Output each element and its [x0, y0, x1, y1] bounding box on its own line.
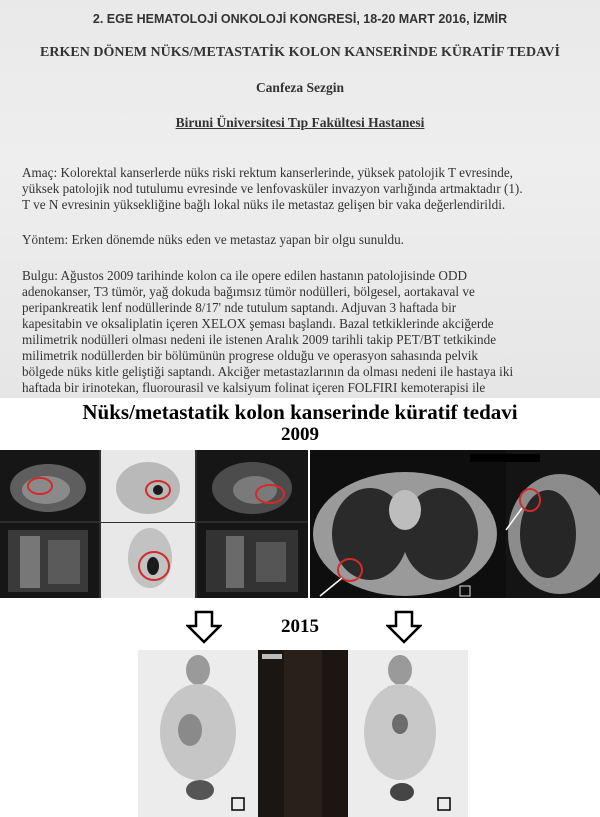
text-line: kapesitabin ve oksaliplatin içeren XELOX şeması başlandı. Bazal tetkiklerinde akciğerde	[22, 316, 494, 331]
year-label-2015: 2015	[281, 616, 319, 637]
slide-title: Nüks/metastatik kolon kanserinde küratif tedavi	[82, 400, 518, 424]
text-line: Yöntem: Erken dönemde nüks eden ve metastaz yapan bir olgu sunuldu.	[22, 232, 404, 247]
pet-ct-montage-image	[0, 450, 308, 598]
abstract-title: ERKEN DÖNEM NÜKS/METASTATİK KOLON KANSERİNDE KÜRATİF TEDAVİ	[40, 45, 560, 60]
paragraph-amac	[22, 165, 588, 213]
text-line: Amaç: Kolorektal kanserlerde nüks riski rektum kanserlerinde, yüksek patolojik T evresinde,	[22, 165, 513, 180]
text-line: peripankreatik lenf nodüllerinde 8/17' nde tutulum saptandı. Adjuvan 3 haftada bir	[22, 300, 457, 315]
institution-name: Biruni Üniversitesi Tıp Fakültesi Hastanesi	[175, 115, 425, 130]
chest-ct-image	[310, 450, 600, 598]
text-line: yüksek patolojik nod tutulumu evresinde ve lenfovasküler invazyon varlığında artmaktadır (1).	[22, 181, 523, 196]
text-line: T ve N evresinin yüksekliğine bağlı lokal nüks ile metastaz gelişen bir vaka değerlendirildi.	[22, 197, 506, 212]
scanned-abstract-page	[0, 0, 600, 398]
text-line: haftada bir irinotekan, fluorourasil ve kalsiyum folinat içeren FOLFIRI kemoterapisi ile	[22, 380, 486, 395]
year-label-2009: 2009	[281, 424, 319, 445]
text-line: milimetrik nodüllerden bir bölümünün progrese olduğu ve operasyon sahasında pelvik	[22, 348, 478, 363]
paragraph-yontem	[22, 232, 588, 248]
text-line: bölgede nüks kitle geliştiği saptandı. Akciğer metastazlarının da olması nedeni ile hastaya iki	[22, 364, 514, 379]
presentation-slide	[0, 398, 600, 817]
congress-header: 2. EGE HEMATOLOJİ ONKOLOJİ KONGRESİ, 18-20 MART 2016, İZMİR	[92, 12, 508, 26]
author-name: Canfeza Sezgin	[255, 80, 345, 95]
text-line: Bulgu: Ağustos 2009 tarihinde kolon ca ile opere edilen hastanın patolojisinde ODD	[22, 268, 468, 283]
paragraph-bulgu	[22, 268, 588, 396]
text-line: milimetrik nodülleri olması nedeni ile istenen Aralık 2009 tarihli takip PET/BT tetkikinde	[22, 332, 497, 347]
text-line: adenokanser, T3 tümör, yağ dokuda bağımsız tümör nodülleri, bölgesel, aortakaval ve	[22, 284, 475, 299]
pet-mip-image	[138, 650, 468, 817]
